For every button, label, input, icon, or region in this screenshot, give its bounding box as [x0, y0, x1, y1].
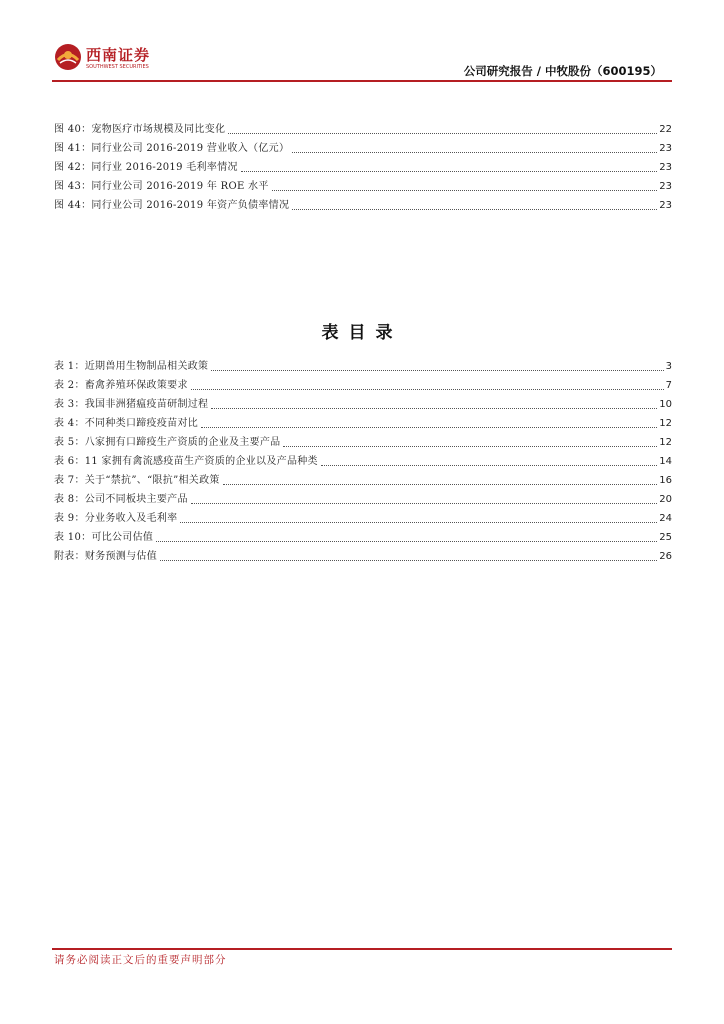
toc-entry-label: 表 8：公司不同板块主要产品 — [54, 494, 188, 505]
toc-entry-page: 23 — [659, 143, 672, 154]
toc-entry-page: 7 — [665, 380, 672, 391]
toc-entry[interactable] — [54, 395, 672, 414]
toc-entry[interactable] — [54, 414, 672, 433]
toc-entry[interactable] — [54, 471, 672, 490]
toc-entry-label: 表 1：近期兽用生物制品相关政策 — [54, 361, 209, 372]
toc-leader-dots — [292, 208, 657, 210]
header-divider — [52, 80, 672, 82]
toc-entry-page: 25 — [659, 532, 672, 543]
toc-leader-dots — [191, 388, 664, 390]
toc-entry-page: 3 — [665, 361, 672, 372]
toc-entry-label: 表 3：我国非洲猪瘟疫苗研制过程 — [54, 399, 209, 410]
toc-entry-label: 图 42：同行业 2016-2019 毛利率情况 — [54, 162, 238, 173]
toc-entry[interactable] — [54, 196, 672, 215]
toc-entry-label: 表 9：分业务收入及毛利率 — [54, 513, 178, 524]
company-logo — [54, 41, 164, 75]
toc-leader-dots — [228, 132, 657, 134]
toc-entry-page: 23 — [659, 181, 672, 192]
toc-leader-dots — [321, 464, 657, 466]
toc-entry-page: 26 — [659, 551, 672, 562]
toc-leader-dots — [201, 426, 657, 428]
toc-entry-page: 23 — [659, 162, 672, 173]
toc-entry[interactable] — [54, 490, 672, 509]
brand-name-en: SOUTHWEST SECURITIES — [86, 64, 149, 70]
toc-entry-page: 23 — [659, 200, 672, 211]
toc-entry-page: 24 — [659, 513, 672, 524]
toc-leader-dots — [241, 170, 658, 172]
table-list — [54, 357, 672, 566]
toc-entry[interactable] — [54, 139, 672, 158]
figure-list — [54, 120, 672, 215]
toc-leader-dots — [211, 407, 657, 409]
toc-entry-page: 12 — [659, 437, 672, 448]
footer-divider — [52, 948, 672, 950]
toc-entry-label: 图 44：同行业公司 2016-2019 年资产负债率情况 — [54, 200, 290, 211]
toc-entry-label: 表 2：畜禽养殖环保政策要求 — [54, 380, 188, 391]
toc-entry-label: 表 5：八家拥有口蹄疫生产资质的企业及主要产品 — [54, 437, 281, 448]
toc-leader-dots — [223, 483, 658, 485]
toc-leader-dots — [272, 189, 658, 191]
toc-leader-dots — [180, 521, 657, 523]
toc-entry[interactable] — [54, 452, 672, 471]
toc-entry-page: 20 — [659, 494, 672, 505]
toc-entry-page: 12 — [659, 418, 672, 429]
brand-emblem-icon — [54, 43, 82, 71]
toc-entry[interactable] — [54, 120, 672, 139]
toc-entry-page: 14 — [659, 456, 672, 467]
toc-entry[interactable] — [54, 357, 672, 376]
toc-leader-dots — [283, 445, 657, 447]
toc-entry[interactable] — [54, 158, 672, 177]
footer-disclaimer: 请务必阅读正文后的重要声明部分 — [54, 954, 227, 966]
brand-name-cn: 西南证券 — [86, 46, 151, 64]
toc-leader-dots — [191, 502, 658, 504]
toc-entry-label: 图 40：宠物医疗市场规模及同比变化 — [54, 124, 226, 135]
toc-entry[interactable] — [54, 177, 672, 196]
toc-entry[interactable] — [54, 547, 672, 566]
toc-entry-page: 10 — [659, 399, 672, 410]
report-title: 公司研究报告 / 中牧股份（600195） — [463, 64, 662, 78]
toc-entry-label: 表 4：不同种类口蹄疫疫苗对比 — [54, 418, 199, 429]
toc-entry-label: 表 10：可比公司估值 — [54, 532, 154, 543]
toc-entry-label: 图 41：同行业公司 2016-2019 营业收入（亿元） — [54, 143, 290, 154]
toc-leader-dots — [156, 540, 657, 542]
table-list-title: 表目录 — [321, 323, 403, 343]
toc-leader-dots — [160, 559, 657, 561]
toc-entry-label: 表 7：关于“禁抗”、“限抗”相关政策 — [54, 475, 220, 486]
toc-leader-dots — [292, 151, 657, 153]
toc-entry-page: 16 — [659, 475, 672, 486]
toc-entry-page: 22 — [659, 124, 672, 135]
toc-entry[interactable] — [54, 376, 672, 395]
toc-entry[interactable] — [54, 509, 672, 528]
toc-entry-label: 图 43：同行业公司 2016-2019 年 ROE 水平 — [54, 181, 269, 192]
toc-entry[interactable] — [54, 433, 672, 452]
toc-entry[interactable] — [54, 528, 672, 547]
toc-leader-dots — [211, 369, 663, 371]
toc-entry-label: 附表：财务预测与估值 — [54, 551, 157, 562]
toc-entry-label: 表 6：11 家拥有禽流感疫苗生产资质的企业以及产品种类 — [54, 456, 318, 467]
